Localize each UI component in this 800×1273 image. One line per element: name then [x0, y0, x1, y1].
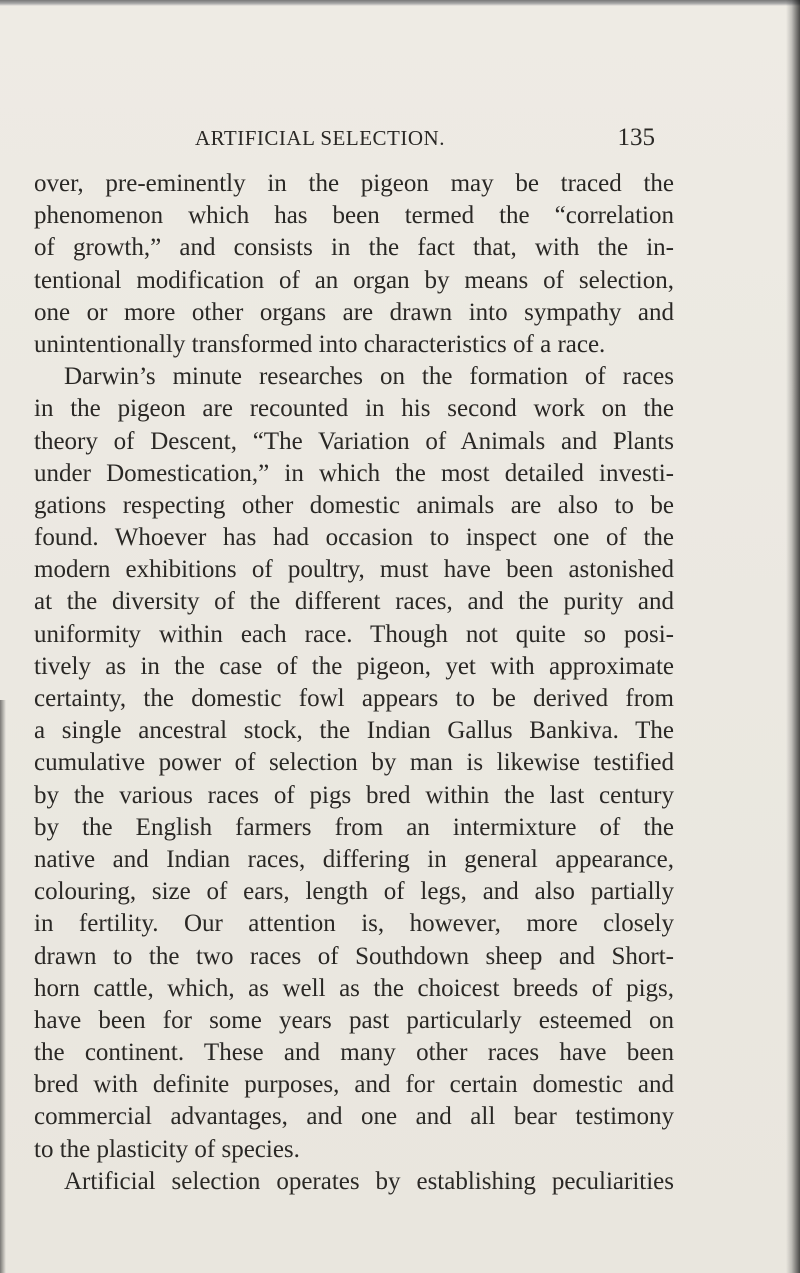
text-line: one or more other organs are drawn into sympathy and	[34, 298, 674, 326]
page-number: 135	[617, 124, 655, 151]
scan-top-edge	[0, 0, 800, 6]
text-line: Artificial selection operates by establishing peculiarities	[64, 1167, 674, 1195]
text-line: by the various races of pigs bred within the last century	[34, 781, 674, 809]
text-line: to the plasticity of species.	[34, 1135, 300, 1163]
text-line: cumulative power of selection by man is likewise testified	[34, 749, 674, 777]
text-line: gations respecting other domestic animals are also to be	[34, 491, 674, 519]
text-line: found. Whoever has had occasion to inspect one of the	[34, 524, 674, 552]
text-line: phenomenon which has been termed the “correlation	[34, 202, 674, 230]
text-line: tentional modification of an organ by means of selection,	[34, 266, 674, 294]
text-line: native and Indian races, differing in general appearance,	[34, 845, 674, 873]
text-line: drawn to the two races of Southdown sheep and Short-	[34, 942, 674, 970]
text-line: by the English farmers from an intermixture of the	[34, 813, 674, 841]
text-line: certainty, the domestic fowl appears to be derived from	[34, 685, 674, 712]
text-line: theory of Descent, “The Variation of Animals and Plants	[34, 427, 674, 455]
text-line: a single ancestral stock, the Indian Gallus Bankiva. The	[34, 717, 674, 745]
text-line: Darwin’s minute researches on the formation of races	[64, 363, 674, 391]
text-line: tively as in the case of the pigeon, yet with approximate	[34, 652, 674, 680]
text-line: unintentionally transformed into characteristics of a race.	[34, 330, 606, 358]
text-line: at the diversity of the different races, and the purity and	[34, 588, 674, 616]
text-line: in fertility. Our attention is, however, more closely	[34, 910, 674, 938]
text-line: the continent. These and many other races have been	[34, 1039, 674, 1067]
text-line: modern exhibitions of poultry, must have been astonished	[34, 556, 674, 584]
running-head-title: ARTIFICIAL SELECTION.	[195, 126, 445, 150]
text-line: in the pigeon are recounted in his second work on the	[34, 395, 674, 423]
text-line: of growth,” and consists in the fact that, with the in-	[34, 234, 674, 262]
text-line: horn cattle, which, as well as the choicest breeds of pigs,	[34, 974, 674, 1002]
running-head	[195, 124, 655, 160]
text-line: uniformity within each race. Though not quite so posi-	[34, 620, 674, 648]
body-text	[34, 168, 674, 1198]
scan-right-edge	[786, 0, 800, 1273]
text-line: over, pre-eminently in the pigeon may be traced the	[34, 170, 674, 197]
text-line: commercial advantages, and one and all bear testimony	[34, 1103, 674, 1131]
scan-left-edge	[0, 700, 6, 1273]
text-line: under Domestication,” in which the most detailed investi-	[34, 459, 674, 487]
text-line: colouring, size of ears, length of legs, and also partially	[34, 878, 674, 906]
text-line: have been for some years past particularly esteemed on	[34, 1006, 674, 1034]
text-line: bred with definite purposes, and for certain domestic and	[34, 1071, 674, 1099]
